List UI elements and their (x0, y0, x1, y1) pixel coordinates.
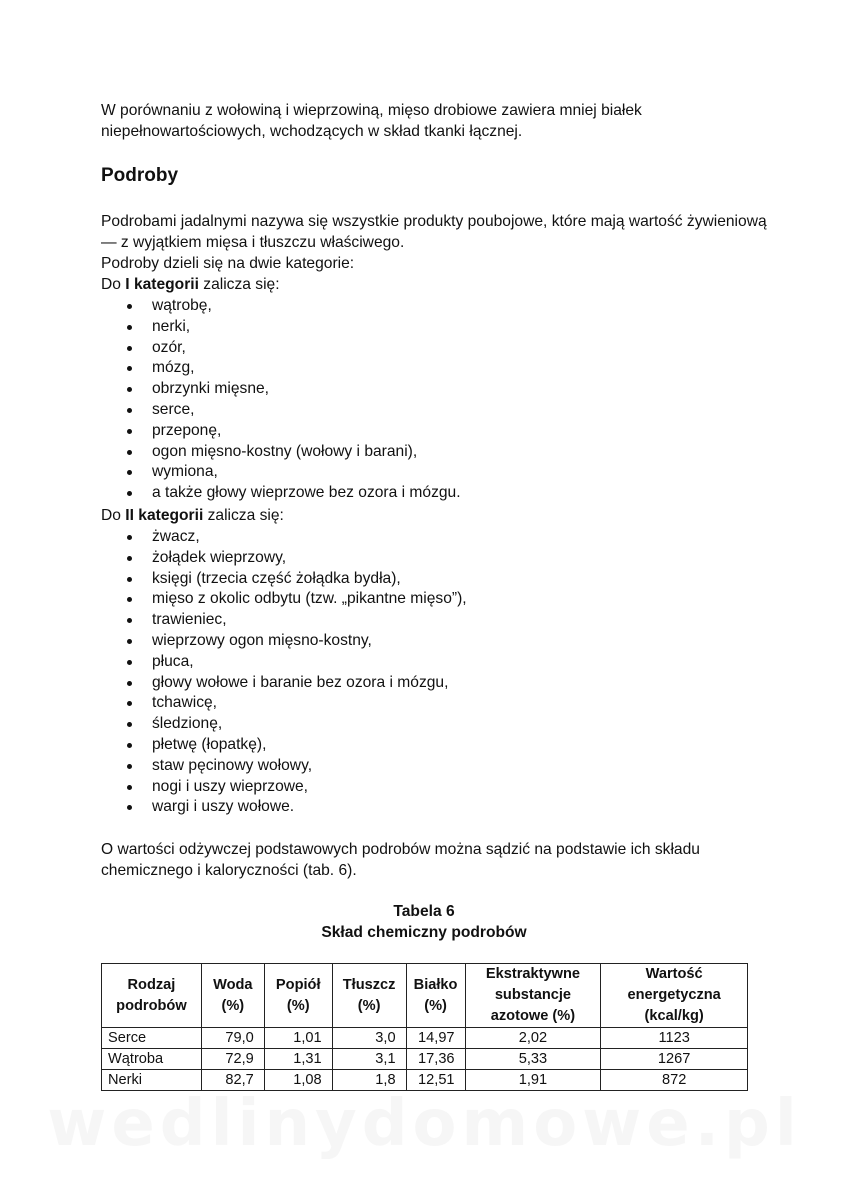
list-item: żwacz, (101, 527, 781, 548)
list-item: tchawicę, (101, 693, 781, 714)
bullet-icon (127, 429, 132, 434)
section-title: Podroby (101, 165, 179, 186)
table-cell: 1,08 (264, 1070, 332, 1091)
bullet-icon (127, 535, 132, 540)
category2-prefix: Do (101, 507, 126, 524)
bullet-icon (127, 346, 132, 351)
bullet-icon (127, 304, 132, 309)
bullet-icon (127, 408, 132, 413)
table-cell: 1123 (601, 1028, 748, 1049)
category1-suffix: zalicza się: (198, 276, 280, 293)
category2-suffix: zalicza się: (203, 507, 284, 524)
table-cell: 3,0 (332, 1028, 406, 1049)
bullet-icon (127, 470, 132, 475)
list-item: przeponę, (101, 421, 781, 442)
bullet-icon (127, 805, 132, 810)
list-item: serce, (101, 400, 781, 421)
category2-list (101, 527, 781, 818)
list-item: śledzionę, (101, 714, 781, 735)
table-cell: 1,91 (465, 1070, 601, 1091)
bullet-icon (127, 450, 132, 455)
header-cell: Woda (%) (201, 964, 264, 1028)
bullet-icon (127, 660, 132, 665)
table-cell: 82,7 (201, 1070, 264, 1091)
bullet-icon (127, 722, 132, 727)
intro-paragraph: W porównaniu z wołowiną i wieprzowiną, mięso drobiowe zawiera mniej białek niepełnowartościowych, wchodzących w skład tkanki łącznej. (101, 102, 642, 140)
list-item: trawieniec, (101, 610, 781, 631)
category2-label (101, 506, 781, 527)
list-item: płetwę (łopatkę), (101, 735, 781, 756)
table-cell: Serce (102, 1028, 202, 1049)
bullet-icon (127, 577, 132, 582)
list-item: ozór, (101, 338, 781, 359)
list-item: głowy wołowe i baranie bez ozora i mózgu, (101, 673, 781, 694)
category1-list (101, 296, 781, 504)
list-item: ogon mięsno-kostny (wołowy i barani), (101, 442, 781, 463)
table-cell: 1267 (601, 1049, 748, 1070)
bullet-icon (127, 681, 132, 686)
table-cell: 17,36 (406, 1049, 465, 1070)
bullet-icon (127, 597, 132, 602)
table-row (102, 1049, 748, 1070)
table-cell: 1,01 (264, 1028, 332, 1049)
bullet-icon (127, 743, 132, 748)
list-item: księgi (trzecia część żołądka bydła), (101, 569, 781, 590)
table-cell: 12,51 (406, 1070, 465, 1091)
table-number: Tabela 6 (393, 903, 455, 920)
list-item: nogi i uszy wieprzowe, (101, 777, 781, 798)
list-item: mózg, (101, 358, 781, 379)
category1-label (101, 275, 781, 296)
table-cell: 3,1 (332, 1049, 406, 1070)
table-row (102, 1070, 748, 1091)
list-item: obrzynki mięsne, (101, 379, 781, 400)
bullet-icon (127, 618, 132, 623)
table-header-row (102, 964, 748, 1028)
bullet-icon (127, 387, 132, 392)
table-cell: 5,33 (465, 1049, 601, 1070)
bullet-icon (127, 639, 132, 644)
table-cell: Wątroba (102, 1049, 202, 1070)
category1-prefix: Do (101, 276, 126, 293)
list-item: a także głowy wieprzowe bez ozora i mózgu. (101, 483, 781, 504)
definition-paragraph: Podrobami jadalnymi nazywa się wszystkie produkty poubojowe, które mają wartość żywieniową — z wyjątkiem mięsa i tłuszczu właściwego. (101, 213, 767, 251)
header-cell: Tłuszcz (%) (332, 964, 406, 1028)
header-cell: Białko (%) (406, 964, 465, 1028)
table-cell: 1,31 (264, 1049, 332, 1070)
watermark: wedlinydomowe.pl (47, 1087, 802, 1161)
bullet-icon (127, 701, 132, 706)
bullet-icon (127, 366, 132, 371)
list-item: żołądek wieprzowy, (101, 548, 781, 569)
list-item: wątrobę, (101, 296, 781, 317)
nutrition-paragraph: O wartości odżywczej podstawowych podrobów można sądzić na podstawie ich składu chemicznego i kaloryczności (tab. 6). (101, 841, 700, 879)
table-cell: 872 (601, 1070, 748, 1091)
list-item: wieprzowy ogon mięsno-kostny, (101, 631, 781, 652)
bullet-icon (127, 491, 132, 496)
category2-bold: II kategorii (125, 507, 204, 524)
table-cell: 14,97 (406, 1028, 465, 1049)
list-item: płuca, (101, 652, 781, 673)
bullet-icon (127, 556, 132, 561)
table-cell: 72,9 (201, 1049, 264, 1070)
list-item: wymiona, (101, 462, 781, 483)
list-item: wargi i uszy wołowe. (101, 797, 781, 818)
table-cell: 79,0 (201, 1028, 264, 1049)
header-cell: Popiół (%) (264, 964, 332, 1028)
bullet-icon (127, 785, 132, 790)
category1-bold: I kategorii (125, 276, 199, 293)
table-title: Skład chemiczny podrobów (321, 924, 527, 941)
header-cell: Wartość energetyczna (kcal/kg) (601, 964, 748, 1028)
chemical-composition-table (101, 963, 748, 1091)
table-cell: Nerki (102, 1070, 202, 1091)
table-row (102, 1028, 748, 1049)
list-item: staw pęcinowy wołowy, (101, 756, 781, 777)
list-item: mięso z okolic odbytu (tzw. „pikantne mięso”), (101, 589, 781, 610)
table-cell: 2,02 (465, 1028, 601, 1049)
categories-intro: Podroby dzieli się na dwie kategorie: (101, 255, 355, 272)
table-cell: 1,8 (332, 1070, 406, 1091)
list-item: nerki, (101, 317, 781, 338)
header-cell: Rodzaj podrobów (102, 964, 202, 1028)
bullet-icon (127, 325, 132, 330)
bullet-icon (127, 764, 132, 769)
header-cell: Ekstraktywne substancje azotowe (%) (465, 964, 601, 1028)
